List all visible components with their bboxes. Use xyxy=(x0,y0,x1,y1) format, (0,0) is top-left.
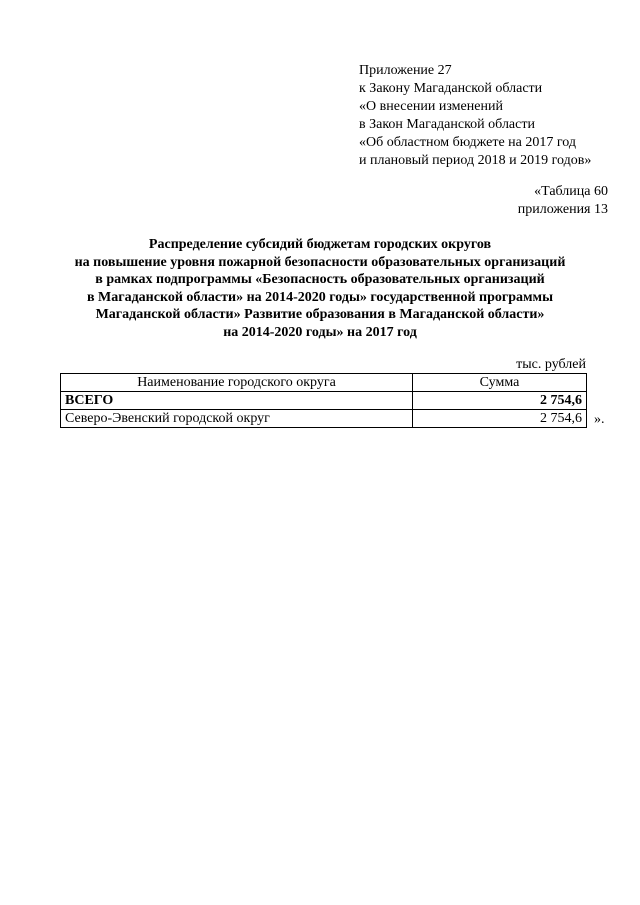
table-header-row xyxy=(61,374,587,392)
table-reference-line: «Таблица 60 xyxy=(534,184,608,199)
title-line: Магаданской области» Развитие образования в Магаданской области» xyxy=(95,307,545,322)
appendix-line: и плановый период 2018 и 2019 годов» xyxy=(359,153,592,168)
header-sum: Сумма xyxy=(413,374,587,392)
appendix-line: к Закону Магаданской области xyxy=(359,81,543,96)
table-reference-line: приложения 13 xyxy=(517,202,608,217)
title-line: на 2014-2020 годы» на 2017 год xyxy=(223,324,417,340)
subsidies-table xyxy=(60,373,587,428)
appendix-line: «О внесении изменений xyxy=(359,99,503,114)
appendix-line: Приложение 27 xyxy=(359,63,452,78)
district-name: Северо-Эвенский городской округ xyxy=(61,410,413,428)
table-reference xyxy=(518,183,608,219)
total-sum: 2 754,6 xyxy=(413,392,587,410)
header-name: Наименование городского округа xyxy=(61,374,413,392)
units-label: тыс. рублей xyxy=(516,357,586,372)
title-line: в Магаданской области» на 2014-2020 годы» государственной программы xyxy=(86,289,554,305)
appendix-line: в Закон Магаданской области xyxy=(359,117,535,132)
title-line: Распределение субсидий бюджетам городских округов xyxy=(148,237,492,252)
appendix-line: «Об областном бюджете на 2017 год xyxy=(359,135,576,150)
total-label: ВСЕГО xyxy=(61,392,413,410)
table-row xyxy=(61,410,587,428)
total-row xyxy=(61,392,587,410)
appendix-header xyxy=(359,62,591,170)
district-sum: 2 754,6 xyxy=(413,410,587,428)
title-line: в рамках подпрограммы «Безопасность образовательных организаций xyxy=(95,272,545,287)
title-line: на повышение уровня пожарной безопасности образовательных организаций xyxy=(74,254,566,270)
document-title xyxy=(40,236,600,341)
closing-quote-mark: ». xyxy=(594,412,605,427)
